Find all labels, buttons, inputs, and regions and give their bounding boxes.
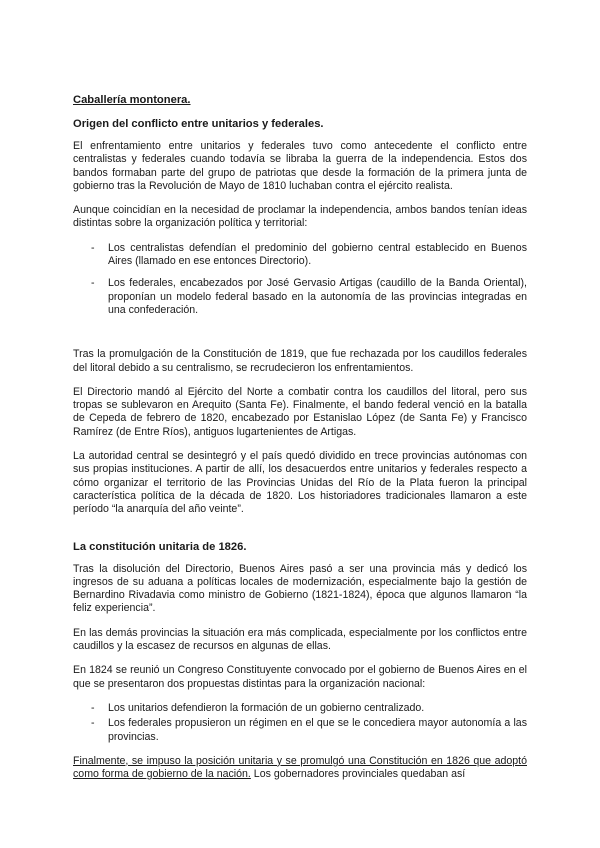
bullet-list-propuestas (73, 702, 527, 744)
bullet-dash: - (91, 701, 95, 714)
spacer (73, 528, 527, 540)
paragraph: En 1824 se reunió un Congreso Constituyente convocado por el gobierno de Buenos Aires en el que se presentaron dos propuestas distintas para la organización nacional: (73, 664, 527, 690)
paragraph: Tras la disolución del Directorio, Buenos Aires pasó a ser una provincia más y dedicó los ingresos de su aduana a políticas locales de modernización, especialmente bajo la gestión de Bernardino Rivadavia como ministro de Gobierno (1821-1824), época que algunos llamaron “la feliz experiencia”. (73, 562, 527, 615)
list-item-text: Los federales, encabezados por José Gervasio Artigas (caudillo de la Banda Oriental), proponían un modelo federal basado en la autonomía de las provincias integradas en una confederación. (108, 277, 527, 316)
paragraph-final (73, 755, 527, 782)
list-item-text: Los unitarios defendieron la formación de un gobierno centralizado. (108, 701, 425, 714)
section-heading-origen: Origen del conflicto entre unitarios y federales. (73, 118, 324, 130)
paragraph: El enfrentamiento entre unitarios y federales tuvo como antecedente el conflicto entre centralistas y federales cuando todavía se libraba la guerra de la independencia. Estos dos bandos formaban parte del grupo de patriotas que desde la formación de la primera junta de gobierno tras la Revolución de Mayo de 1810 luchaban contra el ejército realista. (73, 140, 527, 192)
bullet-list-bandos (73, 242, 527, 317)
paragraph: La autoridad central se desintegró y el país quedó dividido en trece provincias autónomas con sus propias instituciones. A partir de allí, los desacuerdos entre unitarios y federales respecto a cómo organizar el territorio de las Provincias Unidas del Río de la Plata fueron la principal característica política de la década de 1820. Los historiadores tradicionales llamaron a este período “la anarquía del año veinte”. (73, 450, 527, 516)
document-title: Caballería montonera. (73, 94, 191, 106)
list-item (73, 277, 527, 317)
section-heading-constitucion: La constitución unitaria de 1826. (73, 540, 247, 553)
list-item (73, 702, 527, 715)
underlined-text: Finalmente, se impuso la posición unitaria y se promulgó una Constitución en 1826 que adoptó como forma de gobierno de la nación. (73, 754, 527, 781)
paragraph: En las demás provincias la situación era más complicada, especialmente por los conflictos entre caudillos y la escasez de recursos en algunas de ellas. (73, 626, 527, 653)
list-item-text: Los centralistas defendían el predominio del gobierno central establecido en Buenos Aires (llamado en ese entonces Directorio). (108, 241, 527, 268)
list-item (73, 717, 527, 744)
paragraph: Aunque coincidían en la necesidad de proclamar la independencia, ambos bandos tenían ideas distintas sobre la organización política y territorial: (73, 204, 527, 230)
list-item-text: Los federales propusieron un régimen en el que se le concediera mayor autonomía a las provincias. (108, 717, 527, 743)
paragraph: Tras la promulgación de la Constitución de 1819, que fue rechazada por los caudillos federales del litoral debido a su centralismo, se recrudecieron los enfrentamientos. (73, 348, 527, 374)
list-item (73, 242, 527, 269)
bullet-dash: - (91, 241, 95, 254)
paragraph-text: Los gobernadores provinciales quedaban así (250, 768, 466, 781)
paragraph: El Directorio mandó al Ejército del Norte a combatir contra los caudillos del litoral, pero sus tropas se sublevaron en Arequito (Santa Fe). Finalmente, el bando federal venció en la batalla de Cepeda de febrero de 1820, encabezado por Estanislao López (de Santa Fe) y Francisco Ramírez (de Entre Ríos), antiguos lugartenientes de Artigas. (73, 385, 527, 438)
bullet-dash: - (91, 717, 95, 730)
bullet-dash: - (91, 277, 95, 290)
spacer (73, 328, 527, 348)
